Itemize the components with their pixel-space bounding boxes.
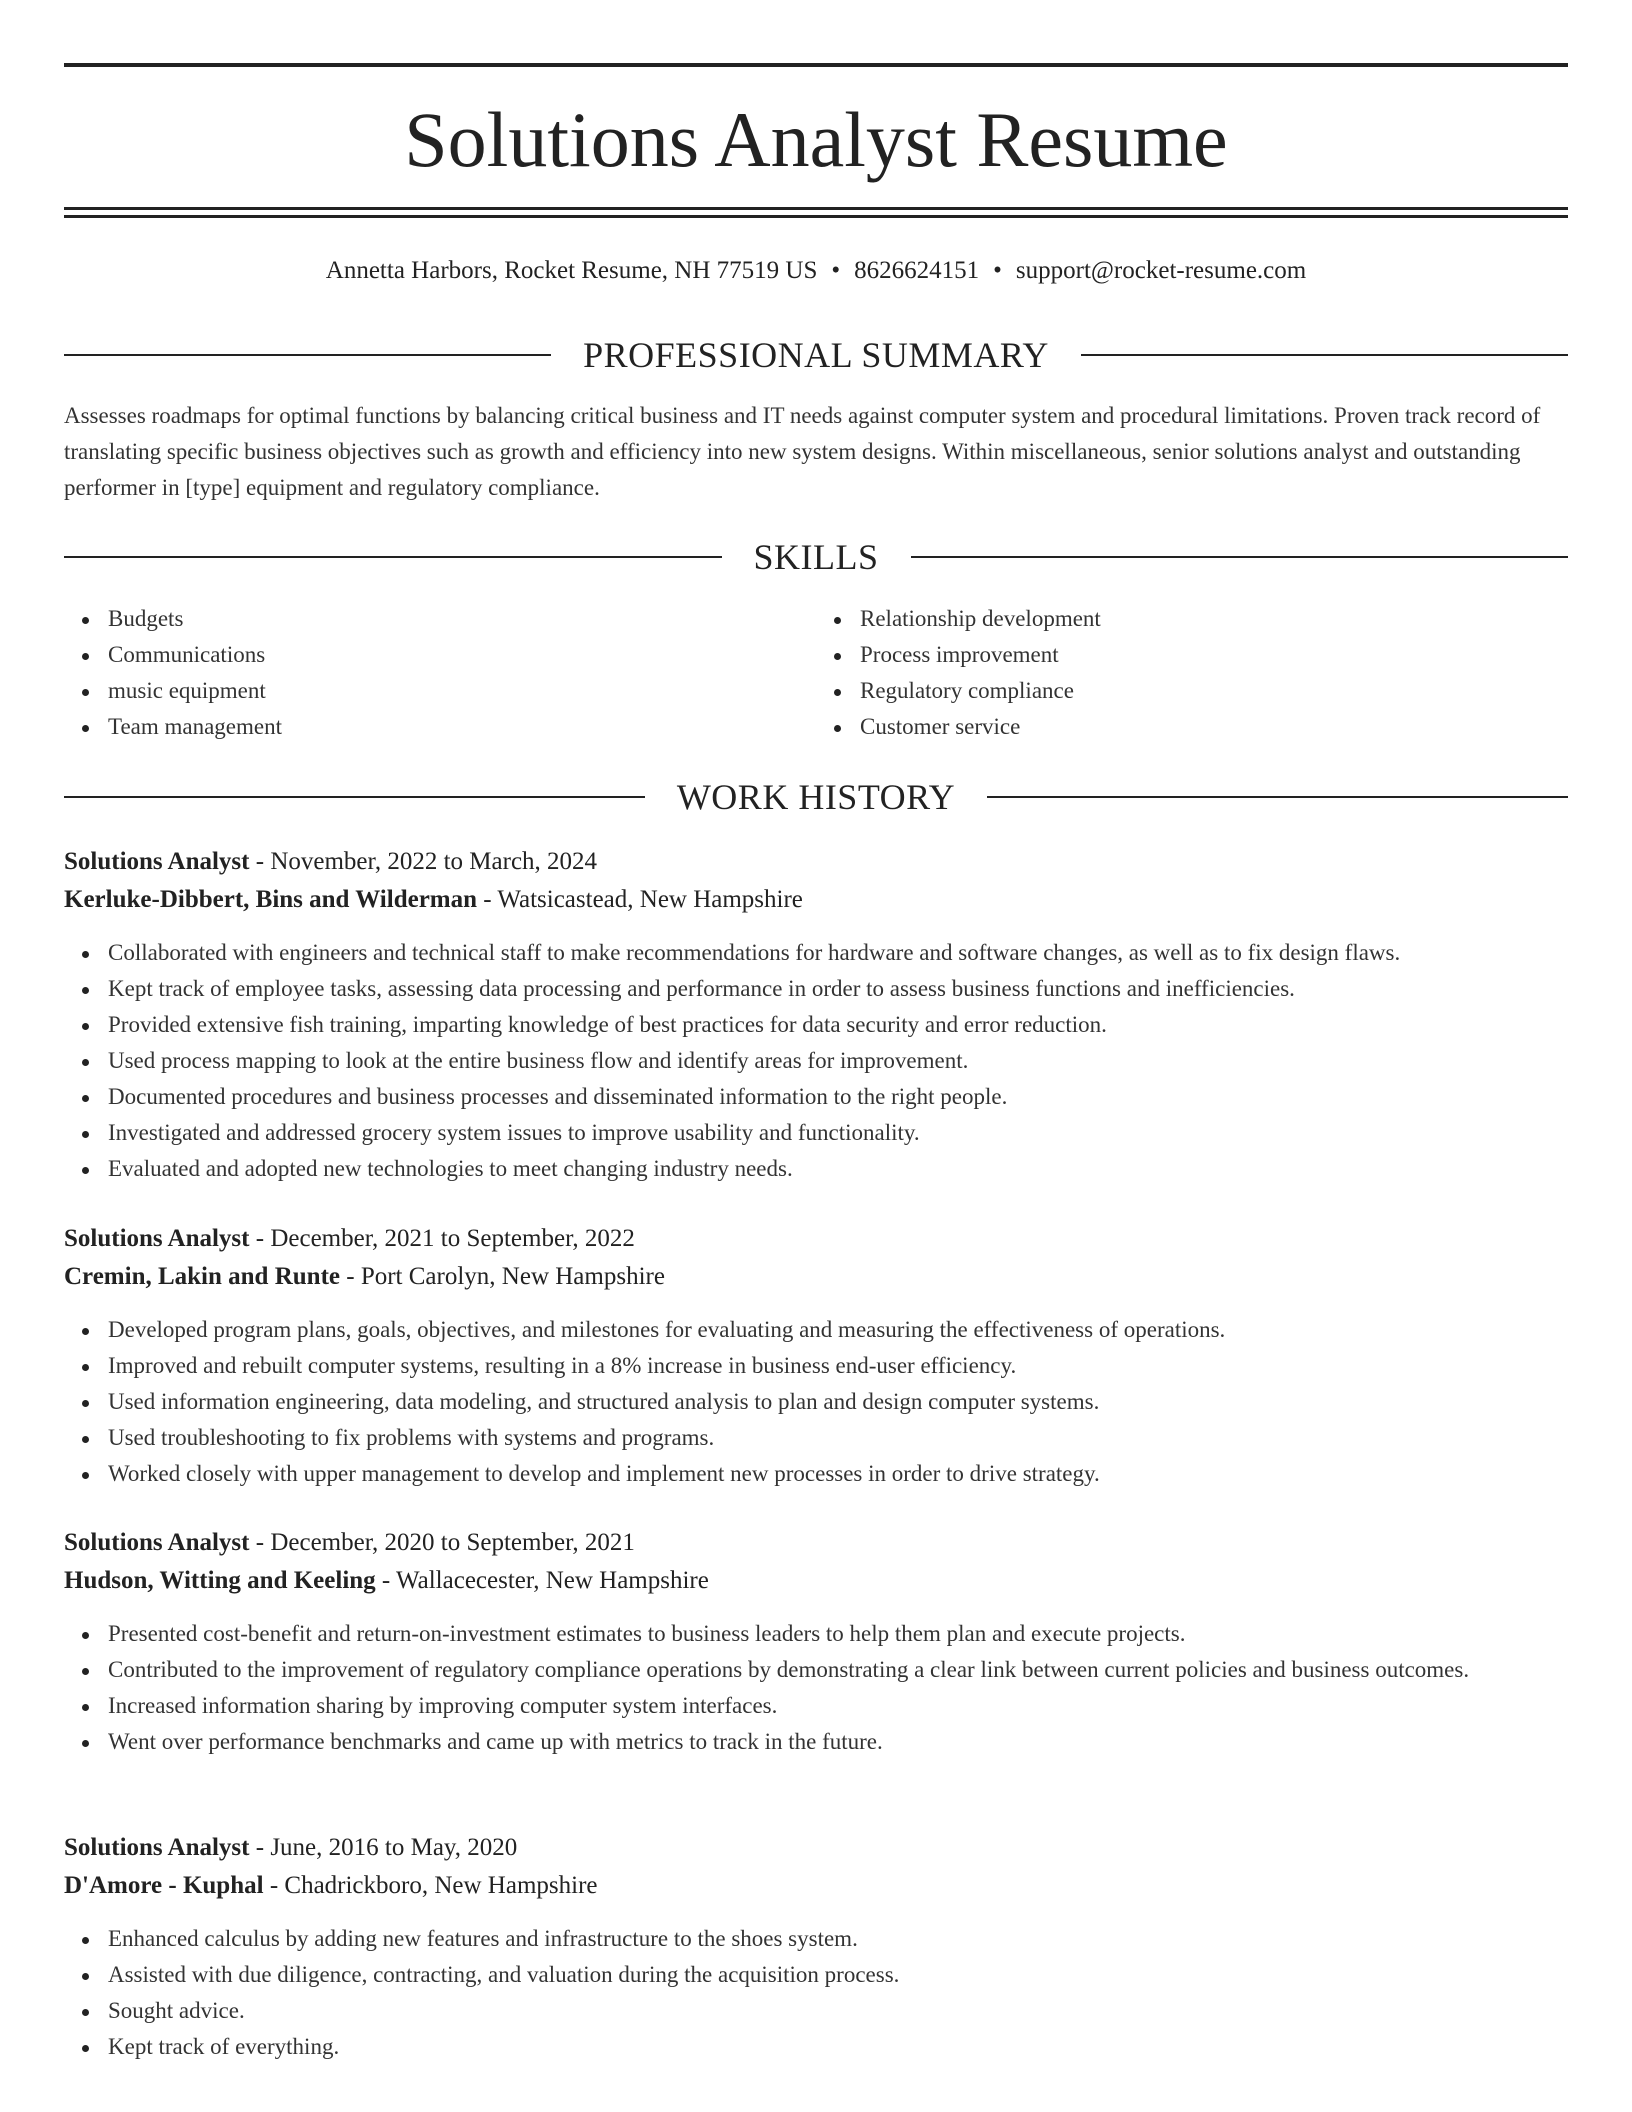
job-entry	[64, 1524, 1568, 1760]
header-rule-right	[987, 796, 1568, 798]
job-entry	[64, 1220, 1568, 1492]
job-company: Kerluke-Dibbert, Bins and Wilderman	[64, 886, 478, 913]
job-location: - Chadrickboro, New Hampshire	[263, 1872, 598, 1899]
job-dates: - June, 2016 to May, 2020	[249, 1834, 518, 1861]
skill-item: Team management	[64, 709, 816, 745]
contact-separator: •	[993, 257, 1002, 284]
job-bullet: Kept track of employee tasks, assessing data processing and performance in order to assess business functions and inefficiencies.	[64, 971, 1568, 1007]
job-company: Hudson, Witting and Keeling	[64, 1567, 376, 1594]
job-location: - Watsicastead, New Hampshire	[477, 886, 803, 913]
top-rule	[64, 63, 1568, 67]
job-company-line	[64, 1258, 1568, 1296]
job-bullet: Improved and rebuilt computer systems, resulting in a 8% increase in business end-user efficiency.	[64, 1348, 1568, 1384]
skill-item: Budgets	[64, 601, 816, 637]
job-company: D'Amore - Kuphal	[64, 1872, 264, 1899]
job-entry	[64, 843, 1568, 1187]
job-location: - Wallacecester, New Hampshire	[375, 1567, 709, 1594]
job-bullet: Evaluated and adopted new technologies to meet changing industry needs.	[64, 1151, 1568, 1187]
job-title: Solutions Analyst	[64, 1225, 250, 1252]
job-bullet: Developed program plans, goals, objectives, and milestones for evaluating and measuring the effectiveness of operations.	[64, 1312, 1568, 1348]
header-rule-left	[64, 354, 551, 356]
job-bullet: Contributed to the improvement of regulatory compliance operations by demonstrating a clear link between current policies and business outcomes.	[64, 1652, 1568, 1688]
job-company-line	[64, 1867, 1568, 1905]
header-rule-left	[64, 796, 645, 798]
job-bullet: Assisted with due diligence, contracting, and valuation during the acquisition process.	[64, 1957, 1568, 1993]
job-bullet: Investigated and addressed grocery system issues to improve usability and functionality.	[64, 1115, 1568, 1151]
job-bullets	[64, 935, 1568, 1187]
skills-column-right	[816, 601, 1568, 745]
skills-list	[64, 601, 1568, 745]
job-bullet: Used information engineering, data modeling, and structured analysis to plan and design computer systems.	[64, 1384, 1568, 1420]
skill-item: Process improvement	[816, 637, 1568, 673]
job-bullets	[64, 1616, 1568, 1760]
work-section-header	[64, 779, 1568, 815]
contact-line	[64, 258, 1568, 283]
job-company-line	[64, 1562, 1568, 1600]
contact-address: Annetta Harbors, Rocket Resume, NH 77519 US	[325, 257, 818, 284]
skill-item: Regulatory compliance	[816, 673, 1568, 709]
job-title: Solutions Analyst	[64, 1834, 250, 1861]
summary-heading: PROFESSIONAL SUMMARY	[583, 335, 1049, 375]
job-location: - Port Carolyn, New Hampshire	[340, 1263, 665, 1290]
work-heading: WORK HISTORY	[676, 777, 956, 817]
job-title-line	[64, 1220, 1568, 1258]
job-title-line	[64, 1524, 1568, 1562]
skills-heading: SKILLS	[753, 537, 879, 577]
header-rule-right	[911, 556, 1569, 558]
contact-phone: 8626624151	[854, 257, 980, 284]
job-bullet: Kept track of everything.	[64, 2029, 1568, 2065]
job-bullet: Documented procedures and business processes and disseminated information to the right people.	[64, 1079, 1568, 1115]
job-company-line	[64, 881, 1568, 919]
skills-section-header	[64, 539, 1568, 575]
job-dates: - November, 2022 to March, 2024	[249, 848, 598, 875]
job-bullet: Presented cost-benefit and return-on-investment estimates to business leaders to help them plan and execute projects.	[64, 1616, 1568, 1652]
header-rule-right	[1081, 354, 1568, 356]
job-bullet: Sought advice.	[64, 1993, 1568, 2029]
contact-separator: •	[831, 257, 841, 284]
job-bullet: Used troubleshooting to fix problems with systems and programs.	[64, 1420, 1568, 1456]
header-rule-left	[64, 556, 722, 558]
title-double-rule	[64, 207, 1568, 218]
summary-section-header	[64, 337, 1568, 373]
skill-item: music equipment	[64, 673, 816, 709]
job-title: Solutions Analyst	[64, 848, 250, 875]
job-bullet: Collaborated with engineers and technical staff to make recommendations for hardware and software changes, as well as to fix design flaws.	[64, 935, 1568, 971]
job-bullets	[64, 1312, 1568, 1492]
summary-text: Assesses roadmaps for optimal functions by balancing critical business and IT needs against computer system and procedural limitations. Proven track record of translating specific business objectives such as growth and efficiency into new system designs. Within miscellaneous, senior solutions analyst and outstanding performer in [type] equipment and regulatory compliance.	[64, 403, 1541, 500]
skill-item: Relationship development	[816, 601, 1568, 637]
skill-item: Customer service	[816, 709, 1568, 745]
job-bullet: Enhanced calculus by adding new features and infrastructure to the shoes system.	[64, 1921, 1568, 1957]
job-entry	[64, 1829, 1568, 2065]
job-bullet: Went over performance benchmarks and came up with metrics to track in the future.	[64, 1724, 1568, 1760]
job-title-line	[64, 1829, 1568, 1867]
skills-column-left	[64, 601, 816, 745]
job-bullet: Worked closely with upper management to develop and implement new processes in order to drive strategy.	[64, 1456, 1568, 1492]
job-title: Solutions Analyst	[64, 1529, 250, 1556]
job-bullets	[64, 1921, 1568, 2065]
job-title-line	[64, 843, 1568, 881]
job-dates: - December, 2020 to September, 2021	[249, 1529, 635, 1556]
job-company: Cremin, Lakin and Runte	[64, 1263, 340, 1290]
job-bullet: Provided extensive fish training, imparting knowledge of best practices for data security and error reduction.	[64, 1007, 1568, 1043]
job-bullet: Increased information sharing by improving computer system interfaces.	[64, 1688, 1568, 1724]
job-dates: - December, 2021 to September, 2022	[249, 1225, 635, 1252]
contact-email: support@rocket-resume.com	[1015, 257, 1307, 284]
skill-item: Communications	[64, 637, 816, 673]
resume-title: Solutions Analyst Resume	[404, 96, 1228, 183]
job-bullet: Used process mapping to look at the entire business flow and identify areas for improvement.	[64, 1043, 1568, 1079]
